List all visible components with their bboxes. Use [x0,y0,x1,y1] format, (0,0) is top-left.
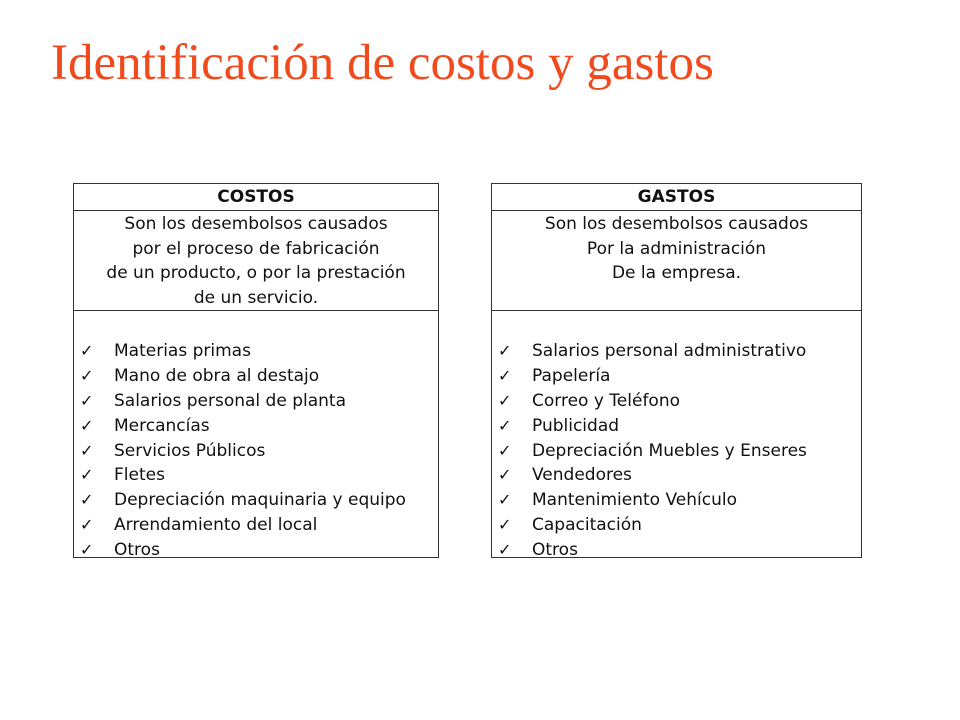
list-item-label: Otros [532,539,578,560]
checkmark-icon: ✓ [498,390,512,410]
list-item [498,364,861,389]
checkmark-icon: ✓ [498,514,512,534]
checkmark-icon: ✓ [80,390,94,410]
checkmark-icon: ✓ [498,341,512,361]
list-item-label: Publicidad [532,415,620,436]
list-item-label: Papelería [532,366,611,387]
list-item-label: Mantenimiento Vehículo [532,490,737,511]
list-item [80,537,438,562]
checkmark-icon: ✓ [80,539,94,559]
list-item-label: Correo y Teléfono [532,390,681,411]
list-item [498,513,861,538]
checkmark-icon: ✓ [498,490,512,510]
list-item-label: Servicios Públicos [114,440,266,461]
list-item-label: Salarios personal administrativo [532,341,807,362]
costos-panel [73,183,439,558]
list-item-label: Depreciación maquinaria y equipo [114,490,406,511]
list-item [80,438,438,463]
list-item-label: Materias primas [114,341,251,362]
list-item-label: Capacitación [532,514,642,535]
checkmark-icon: ✓ [498,465,512,485]
checkmark-icon: ✓ [80,415,94,435]
list-item [80,488,438,513]
list-item-label: Mano de obra al destajo [114,366,320,387]
list-item [80,413,438,438]
list-item [80,463,438,488]
checkmark-icon: ✓ [498,440,512,460]
list-item [498,389,861,414]
list-item [80,364,438,389]
list-item [80,389,438,414]
list-item-label: Vendedores [532,465,632,486]
gastos-panel [491,183,862,558]
list-item [498,413,861,438]
list-item [498,463,861,488]
list-item-label: Arrendamiento del local [114,514,318,535]
checkmark-icon: ✓ [498,415,512,435]
costos-header: COSTOS [74,184,438,211]
gastos-description: Son los desembolsos causados Por la administración De la empresa. [492,211,861,311]
costos-list [74,311,438,562]
list-item [498,537,861,562]
list-item-label: Salarios personal de planta [114,390,346,411]
list-item-label: Fletes [114,465,165,486]
checkmark-icon: ✓ [498,539,512,559]
gastos-header: GASTOS [492,184,861,211]
checkmark-icon: ✓ [80,514,94,534]
checkmark-icon: ✓ [80,440,94,460]
checkmark-icon: ✓ [80,366,94,386]
list-item-label: Depreciación Muebles y Enseres [532,440,807,461]
list-item [498,339,861,364]
checkmark-icon: ✓ [80,465,94,485]
slide-title: Identificación de costos y gastos [51,35,714,91]
checkmark-icon: ✓ [80,341,94,361]
gastos-list [492,311,861,562]
checkmark-icon: ✓ [498,366,512,386]
list-item [80,513,438,538]
list-item [498,438,861,463]
list-item-label: Otros [114,539,160,560]
checkmark-icon: ✓ [80,490,94,510]
costos-description: Son los desembolsos causados por el proceso de fabricación de un producto, o por la prestación de un servicio. [74,211,438,311]
list-item-label: Mercancías [114,415,210,436]
list-item [498,488,861,513]
list-item [80,339,438,364]
